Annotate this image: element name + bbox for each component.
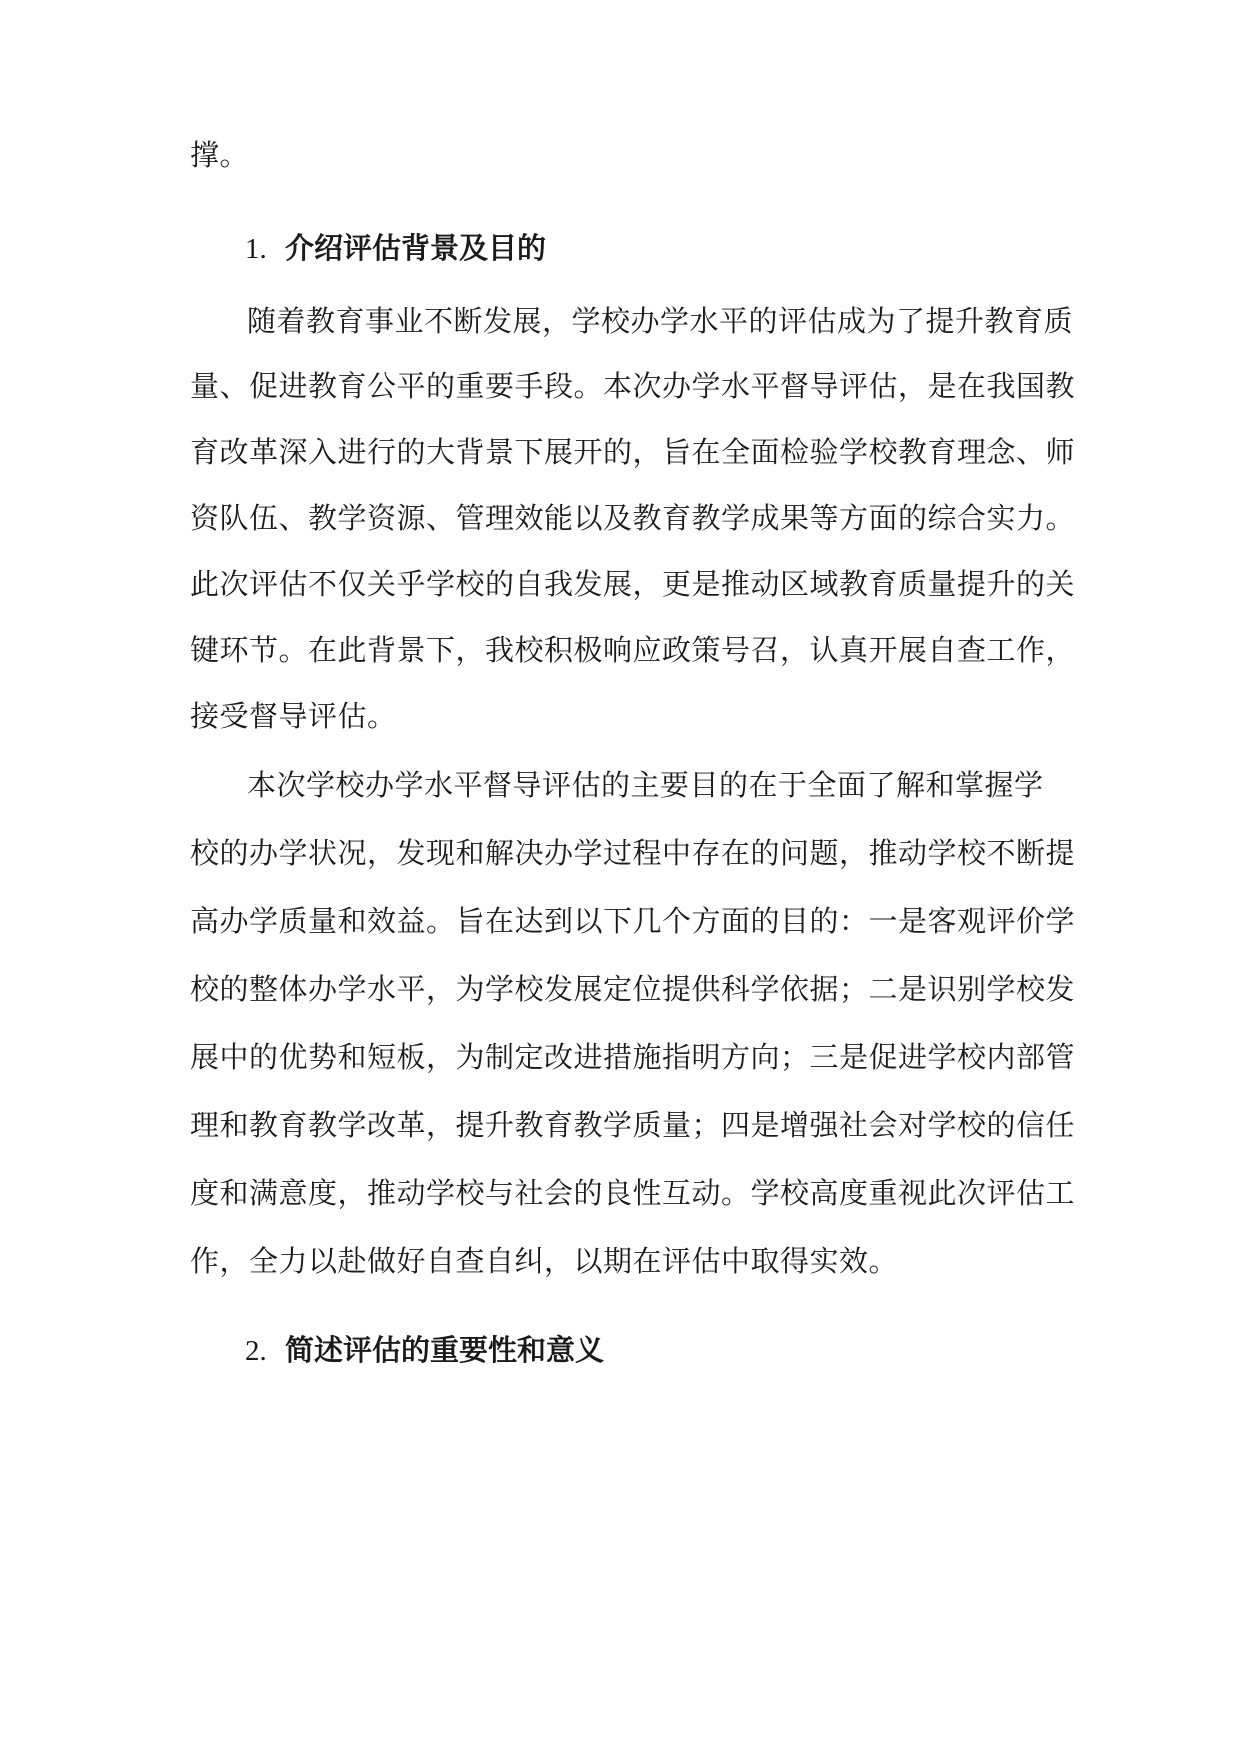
paragraph-1-line: 育改革深入进行的大背景下展开的，旨在全面检验学校教育理念、师 [190,435,1076,469]
paragraph-2-line: 作，全力以赴做好自查自纠，以期在评估中取得实效。 [190,1244,899,1278]
paragraph-2-line: 校的办学状况，发现和解决办学过程中存在的问题，推动学校不断提 [190,836,1076,870]
paragraph-1-line: 此次评估不仅关乎学校的自我发展，更是推动区域教育质量提升的关 [190,567,1076,601]
paragraph-2-line: 本次学校办学水平督导评估的主要目的在于全面了解和掌握学 [247,768,1044,802]
paragraph-2-line: 理和教育教学改革，提升教育教学质量；四是增强社会对学校的信任 [190,1108,1076,1142]
section-2-heading [245,1332,604,1369]
section-1-title: 介绍评估背景及目的 [285,231,547,265]
paragraph-2-line: 校的整体办学水平，为学校发展定位提供科学依据；二是识别学校发 [190,972,1076,1006]
paragraph-1-line: 键环节。在此背景下，我校积极响应政策号召，认真开展自查工作， [190,633,1076,667]
paragraph-1-line: 接受督导评估。 [190,699,397,733]
paragraph-2-line: 高办学质量和效益。旨在达到以下几个方面的目的：一是客观评价学 [190,904,1076,938]
paragraph-1-line: 资队伍、教学资源、管理效能以及教育教学成果等方面的综合实力。 [190,501,1076,535]
paragraph-2-line: 度和满意度，推动学校与社会的良性互动。学校高度重视此次评估工 [190,1176,1076,1210]
paragraph-1-line: 量、促进教育公平的重要手段。本次办学水平督导评估，是在我国教 [190,369,1076,403]
continuation-text: 撑。 [190,138,250,172]
paragraph-2-line: 展中的优势和短板，为制定改进措施指明方向；三是促进学校内部管 [190,1040,1076,1074]
section-1-heading [245,230,546,267]
section-2-number: 2. [245,1335,267,1367]
section-1-number: 1. [245,233,267,265]
paragraph-1-line: 随着教育事业不断发展，学校办学水平的评估成为了提升教育质 [247,304,1074,338]
section-2-title: 简述评估的重要性和意义 [285,1333,605,1367]
